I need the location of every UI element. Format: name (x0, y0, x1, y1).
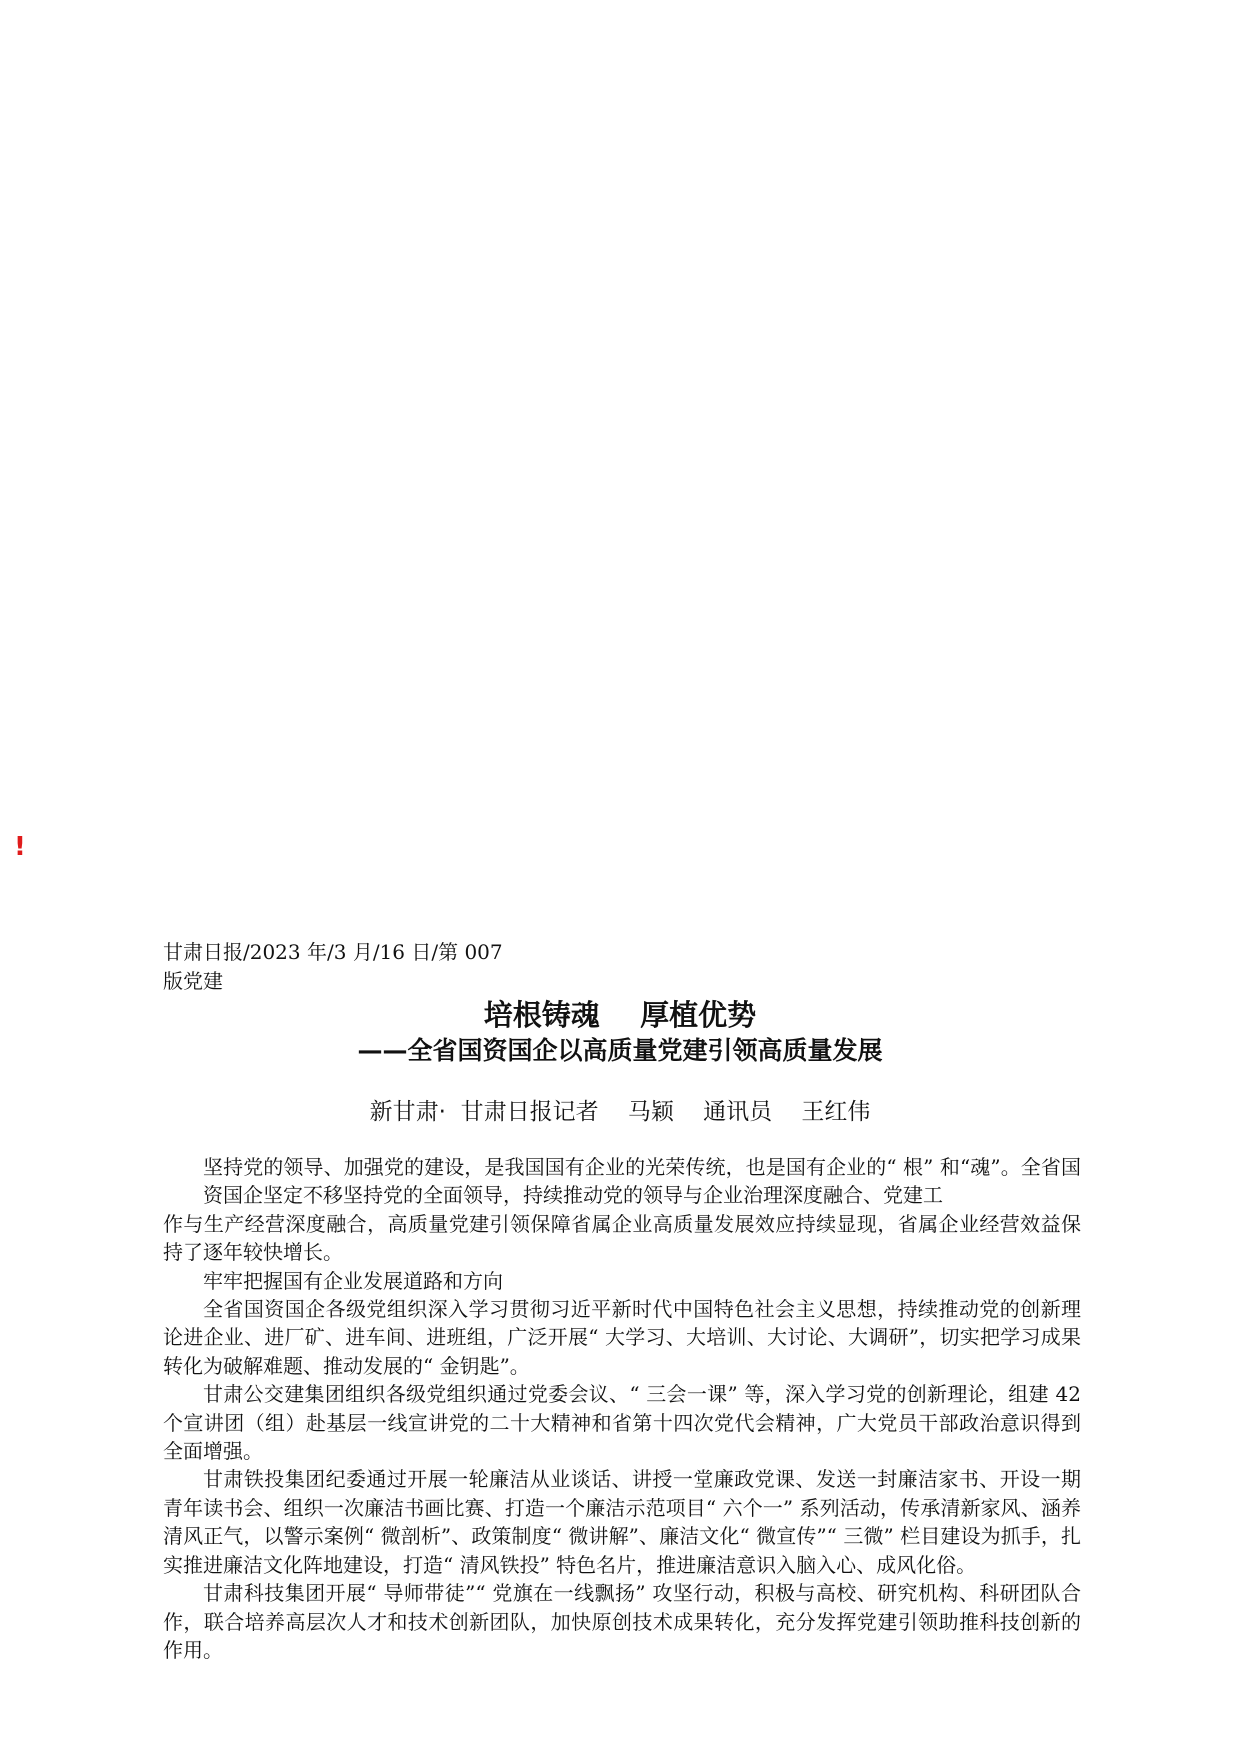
article-subtitle: ——全省国资国企以高质量党建引领高质量发展 (357, 1036, 883, 1065)
paragraph: 甘肃科技集团开展“ 导师带徒”“ 党旗在一线飘扬” 攻坚行动，积极与高校、研究机构、科研团队合作，联合培养高层次人才和技术创新团队，加快原创技术成果转化，充分发挥党建引领助推科技创新的作用。 (163, 1581, 1081, 1662)
article-body (163, 1153, 1081, 1664)
warning-marker: ! (14, 832, 26, 862)
source-line-2: 版党建 (163, 969, 223, 993)
article-title: 培根铸魂 厚植优势 (483, 998, 757, 1032)
section-heading: 牢牢把握国有企业发展道路和方向 (203, 1268, 503, 1293)
source-line-1: 甘肃日报/2023 年/3 月/16 日/第 007 (163, 940, 503, 964)
paragraph: 全省国资国企各级党组织深入学习贯彻习近平新时代中国特色社会主义思想，持续推动党的创新理论进企业、进厂矿、进车间、进班组，广泛开展“ 大学习、大培训、大讨论、大调研”，切实把学习成果转化为破解难题、推动发展的“ 金钥匙”。 (163, 1297, 1081, 1378)
source-line (163, 938, 523, 996)
paragraph-intro-continued: 作与生产经营深度融合，高质量党建引领保障省属企业高质量发展效应持续显现，省属企业经营效益保持了逐年较快增长。 (163, 1211, 1081, 1265)
paragraph: 甘肃公交建集团组织各级党组织通过党委会议、“ 三会一课” 等，深入学习党的创新理论，组建 42 个宣讲团（组）赴基层一线宣讲党的二十大精神和省第十四次党代会精神，广大党员干部政治意识得到全面增强。 (163, 1382, 1081, 1464)
paragraph-intro: 坚持党的领导、加强党的建设，是我国国有企业的光荣传统，也是国有企业的“ 根” 和“魂”。全省国资国企坚定不移坚持党的全面领导，持续推动党的领导与企业治理深度融合、党建工 (203, 1155, 1081, 1208)
article-byline: 新甘肃· 甘肃日报记者 马颖 通讯员 王红伟 (369, 1099, 871, 1125)
paragraph: 甘肃铁投集团纪委通过开展一轮廉洁从业谈话、讲授一堂廉政党课、发送一封廉洁家书、开设一期青年读书会、组织一次廉洁书画比赛、打造一个廉洁示范项目“ 六个一” 系列活动，传承清新家风、涵养清风正气，以警示案例“ 微剖析”、政策制度“ 微讲解”、廉洁文化“ 微宣传”“ 三微” 栏目建设为抓手，扎实推进廉洁文化阵地建设，打造“ 清风铁投” 特色名片，推进廉洁意识入脑入心、成风化俗。 (163, 1467, 1081, 1577)
